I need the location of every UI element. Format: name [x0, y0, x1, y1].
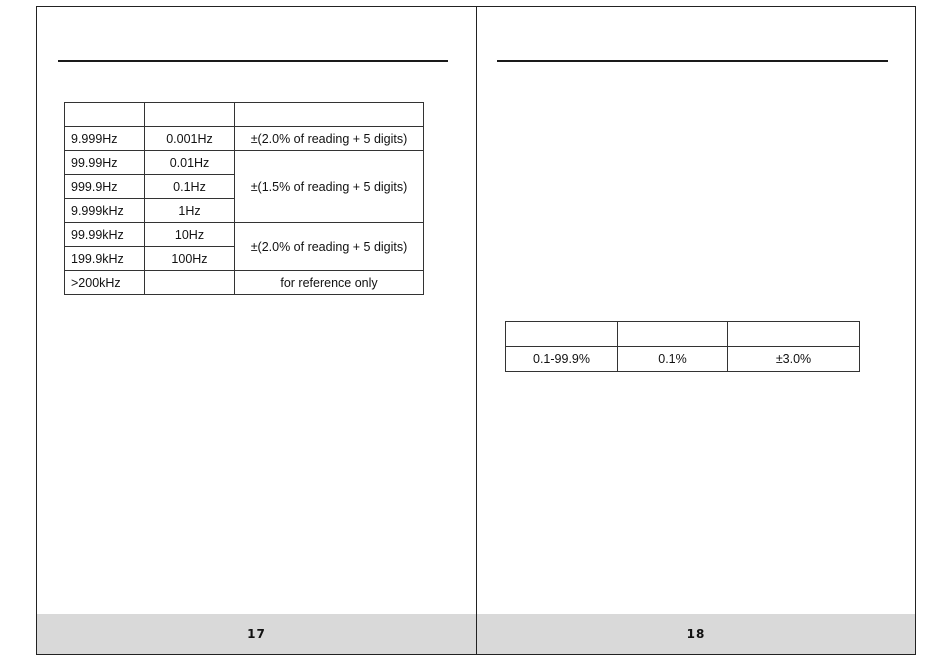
- range-cell: >200kHz: [65, 271, 145, 295]
- table-header-cell: [235, 103, 424, 127]
- table-row: [506, 347, 860, 372]
- range-cell: 9.999kHz: [65, 199, 145, 223]
- table-header-cell: [506, 322, 618, 347]
- page-number: 18: [686, 627, 706, 641]
- page-number: 17: [247, 627, 266, 641]
- resolution-cell: 100Hz: [145, 247, 235, 271]
- table-row: [65, 271, 424, 295]
- accuracy-cell: for reference only: [235, 271, 424, 295]
- accuracy-cell: ±3.0%: [728, 347, 860, 372]
- accuracy-cell: ±(1.5% of reading + 5 digits): [235, 151, 424, 223]
- page-divider: [476, 6, 477, 655]
- resolution-cell: [145, 271, 235, 295]
- frequency-spec-table: [64, 102, 424, 295]
- right-page-footer: [477, 614, 915, 654]
- resolution-cell: 0.01Hz: [145, 151, 235, 175]
- table-header-cell: [728, 322, 860, 347]
- resolution-cell: 0.1Hz: [145, 175, 235, 199]
- resolution-cell: 10Hz: [145, 223, 235, 247]
- range-cell: 199.9kHz: [65, 247, 145, 271]
- range-cell: 99.99Hz: [65, 151, 145, 175]
- range-cell: 999.9Hz: [65, 175, 145, 199]
- resolution-cell: 0.001Hz: [145, 127, 235, 151]
- left-page-footer: [37, 614, 476, 654]
- table-row: [65, 151, 424, 175]
- table-header-cell: [65, 103, 145, 127]
- table-header-cell: [145, 103, 235, 127]
- range-cell: 9.999Hz: [65, 127, 145, 151]
- duty-cycle-spec-table: [505, 321, 860, 372]
- range-cell: 0.1-99.9%: [506, 347, 618, 372]
- left-header-rule: [58, 60, 448, 62]
- right-header-rule: [497, 60, 888, 62]
- table-header-row: [506, 322, 860, 347]
- resolution-cell: 1Hz: [145, 199, 235, 223]
- table-header-cell: [618, 322, 728, 347]
- accuracy-cell: ±(2.0% of reading + 5 digits): [235, 127, 424, 151]
- table-row: [65, 223, 424, 247]
- table-header-row: [65, 103, 424, 127]
- range-cell: 99.99kHz: [65, 223, 145, 247]
- resolution-cell: 0.1%: [618, 347, 728, 372]
- accuracy-cell: ±(2.0% of reading + 5 digits): [235, 223, 424, 271]
- table-row: [65, 127, 424, 151]
